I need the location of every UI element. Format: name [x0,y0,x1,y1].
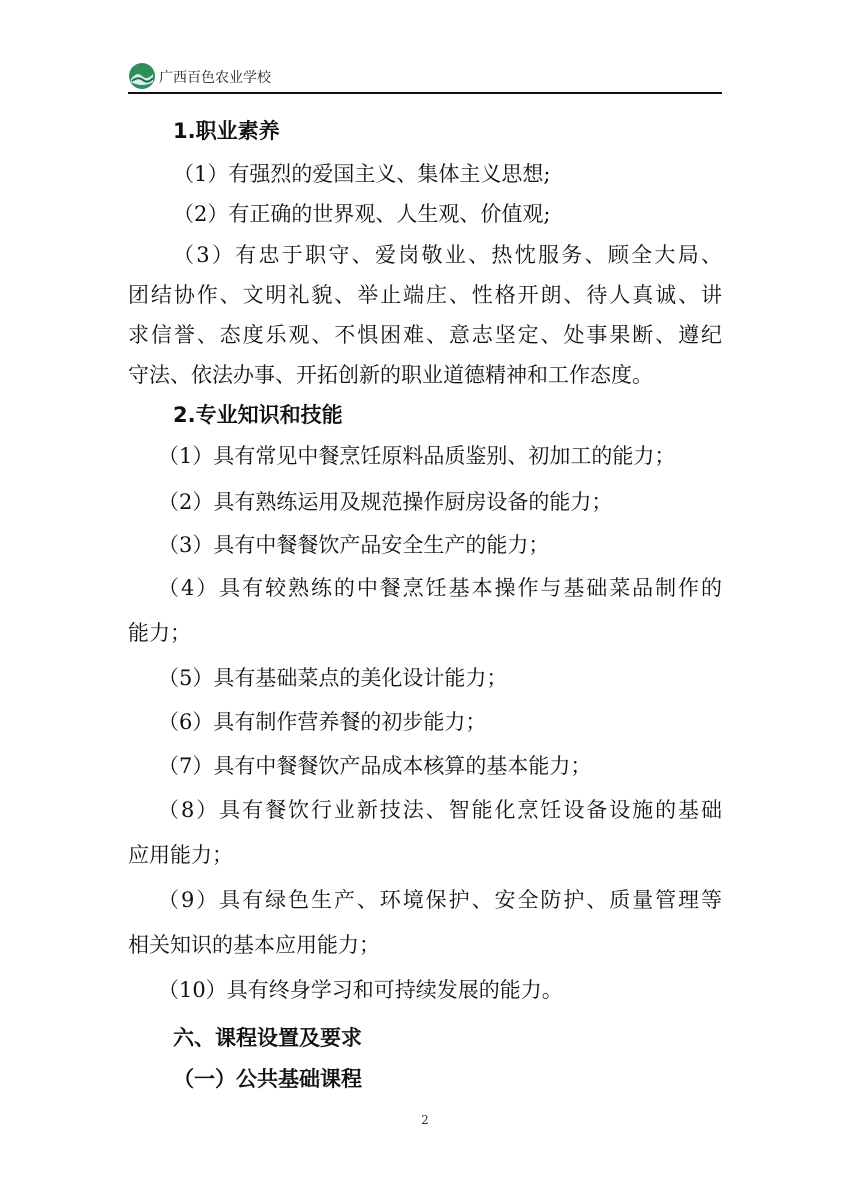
list-item-continuation: 应用能力； [128,843,233,867]
list-item: （8）具有餐饮行业新技法、智能化烹饪设备设施的基础 [158,798,722,822]
list-item: （9）具有绿色生产、环境保护、安全防护、质量管理等 [158,888,722,912]
paragraph-line: （3）有忠于职守、爱岗敬业、热忱服务、顾全大局、 [173,243,722,267]
list-item: （7）具有中餐餐饮产品成本核算的基本能力； [158,754,592,778]
list-item-continuation: 能力； [128,621,191,645]
paragraph-line: 守法、依法办事、开拓创新的职业道德精神和工作态度。 [128,363,653,387]
list-item: （4）具有较熟练的中餐烹饪基本操作与基础菜品制作的 [158,576,722,600]
list-item: （1）具有常见中餐烹饪原料品质鉴别、初加工的能力； [158,444,676,468]
list-item: （3）具有中餐餐饮产品安全生产的能力； [158,533,550,557]
page-number: 2 [421,1113,429,1127]
paragraph-line: （1）有强烈的爱国主义、集体主义思想; [173,162,551,186]
list-item: （5）具有基础菜点的美化设计能力； [158,666,508,690]
list-item: （10）具有终身学习和可持续发展的能力。 [158,978,563,1002]
school-name: 广西百色农业学校 [159,70,271,86]
heading-knowledge-skills: 2.专业知识和技能 [173,403,343,427]
page-header [128,58,722,94]
heading-professional-quality: 1.职业素养 [173,119,280,143]
header-divider [128,92,722,94]
school-logo-icon [128,62,156,90]
list-item-continuation: 相关知识的基本应用能力； [128,933,380,957]
list-item: （2）具有熟练运用及规范操作厨房设备的能力； [158,490,613,514]
section-heading: 六、课程设置及要求 [173,1026,362,1050]
paragraph-line: 团结协作、文明礼貌、举止端庄、性格开朗、待人真诚、讲 [128,283,722,307]
list-item: （6）具有制作营养餐的初步能力； [158,710,487,734]
paragraph-line: （2）有正确的世界观、人生观、价值观; [173,202,551,226]
paragraph-line: 求信誉、态度乐观、不惧困难、意志坚定、处事果断、遵纪 [128,323,722,347]
subsection-heading: （一）公共基础课程 [173,1067,362,1091]
